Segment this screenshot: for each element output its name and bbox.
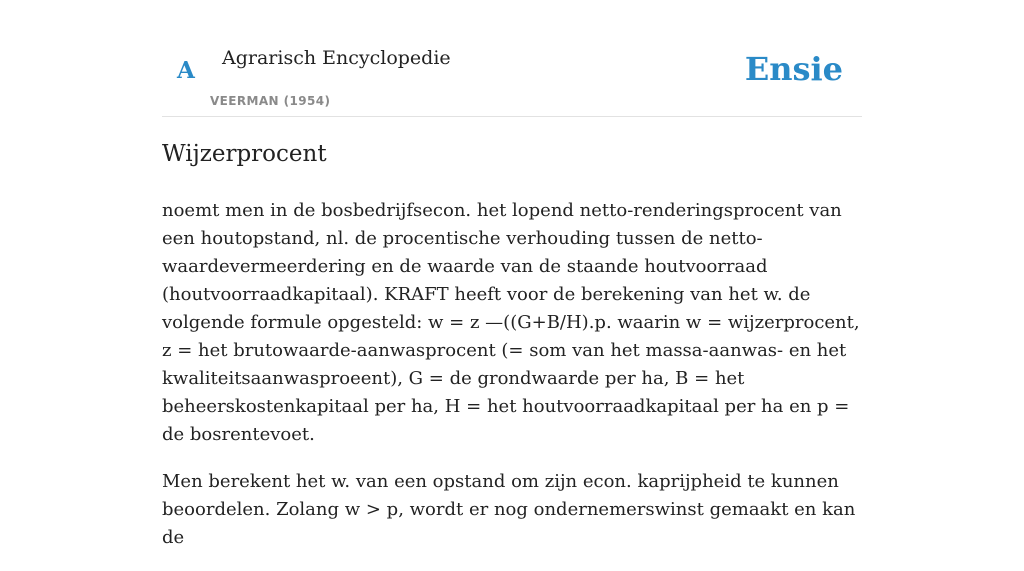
article-paragraph: noemt men in de bosbedrijfsecon. het lopend netto-renderingsprocent van een houtopstand, nl. de procentische verhouding tussen de netto-waardevermeerdering en de waarde van de staande houtvoorraad (houtvoorraadkapitaal). KRAFT heeft voor de berekening van het w. de volgende formule opgesteld: w = z —((G+B/H).p. waarin w = wijzerprocent, z = het brutowaarde-aanwasprocent (= som van het massa-aanwas- en het kwaliteitsaanwasproeent), G = de grondwaarde per ha, B = het beheerskostenkapitaal per ha, H = het houtvoorraadkapitaal per ha en p = de bosrentevoet. (162, 200, 860, 445)
article-paragraph: Men berekent het w. van een opstand om zijn econ. kaprijpheid te kunnen beoordelen. Zolang w > p, wordt er nog ondernemerswinst gemaakt en kan de (162, 471, 856, 548)
encyclopedia-header (162, 0, 862, 117)
article (162, 138, 862, 571)
article-title: Wijzerprocent (162, 141, 327, 167)
encyclopedia-author: VEERMAN (1954) (210, 94, 331, 108)
letter-index-link[interactable]: A (177, 57, 195, 84)
encyclopedia-title-link[interactable]: Agrarisch Encyclopedie (222, 47, 451, 69)
ensie-logo[interactable]: Ensie (744, 50, 843, 88)
